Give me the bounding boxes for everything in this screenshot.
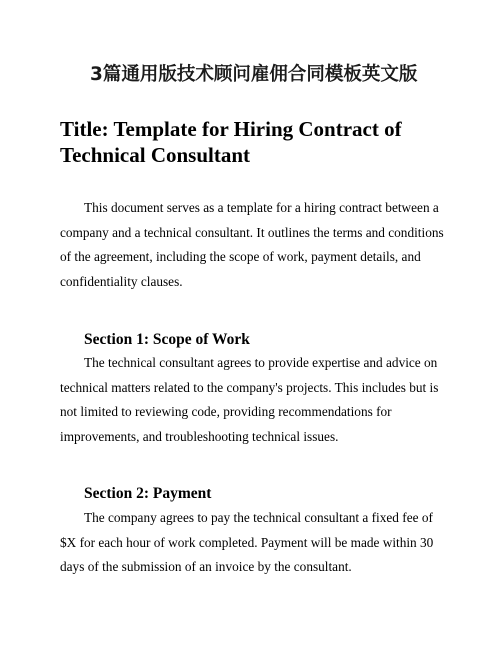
intro-paragraph: This document serves as a template for a hiring contract between a company and a technical consultant. It outlines the terms and conditions of the agreement, including the scope of work, payment details, and confidentiality clauses.	[60, 200, 444, 289]
section-1-heading: Section 1: Scope of Work	[84, 331, 250, 348]
section-2-heading: Section 2: Payment	[84, 485, 212, 502]
section-2-body: The company agrees to pay the technical consultant a fixed fee of $X for each hour of work completed. Payment will be made within 30 days of the submission of an invoice by the consultant.	[60, 510, 434, 574]
contract-heading: Title: Template for Hiring Contract of Technical Consultant	[60, 117, 402, 167]
document-title: 3篇通用版技术顾问雇佣合同模板英文版	[90, 64, 418, 85]
section-1-body: The technical consultant agrees to provide expertise and advice on technical matters related to the company's projects. This includes but is not limited to reviewing code, providing recommendations for improvements, and troubleshooting technical issues.	[60, 355, 439, 444]
